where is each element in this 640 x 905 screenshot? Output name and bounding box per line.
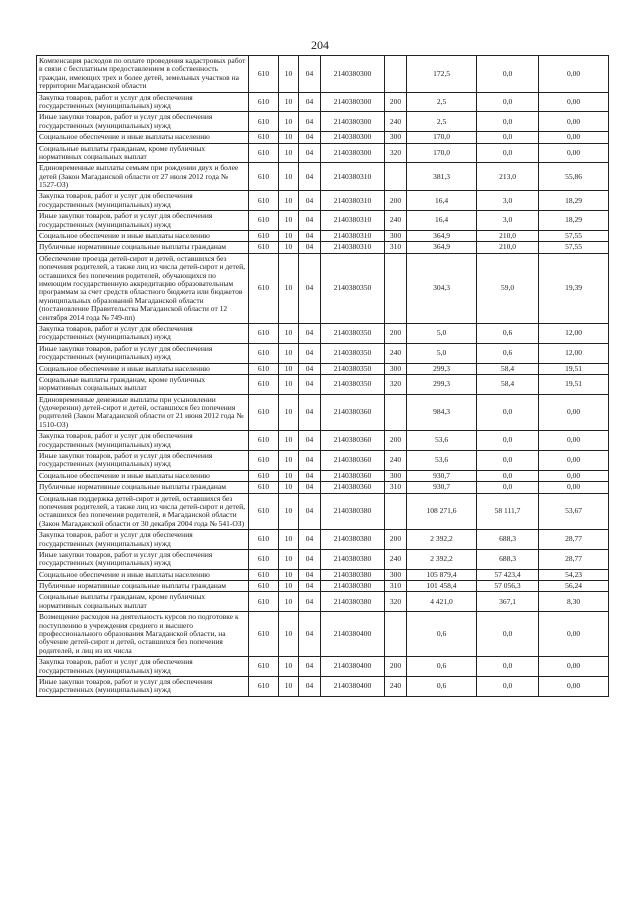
cell-executed-amount: 0,0 bbox=[477, 394, 539, 431]
cell-target-article: 2140380350 bbox=[321, 253, 385, 323]
table-row bbox=[37, 470, 609, 481]
cell-name: Социальные выплаты гражданам, кроме публичных нормативных социальных выплат bbox=[37, 374, 249, 394]
cell-ved: 610 bbox=[249, 211, 279, 231]
cell-section: 10 bbox=[279, 112, 299, 132]
cell-planned-amount: 2,5 bbox=[407, 92, 477, 112]
cell-name: Иные закупки товаров, работ и услуг для обеспечения государственных (муниципальных) нужд bbox=[37, 112, 249, 132]
table-row bbox=[37, 343, 609, 363]
cell-execution-percent: 0,00 bbox=[539, 482, 609, 493]
cell-name: Социальные выплаты гражданам, кроме публичных нормативных социальных выплат bbox=[37, 143, 249, 163]
cell-executed-amount: 59,0 bbox=[477, 253, 539, 323]
table-row bbox=[37, 374, 609, 394]
cell-planned-amount: 930,7 bbox=[407, 482, 477, 493]
cell-target-article: 2140380350 bbox=[321, 323, 385, 343]
cell-expense-type: 300 bbox=[385, 363, 407, 374]
table-row bbox=[37, 549, 609, 569]
cell-expense-type: 200 bbox=[385, 323, 407, 343]
cell-subsection: 04 bbox=[299, 92, 321, 112]
cell-section: 10 bbox=[279, 612, 299, 657]
cell-subsection: 04 bbox=[299, 549, 321, 569]
cell-execution-percent: 56,24 bbox=[539, 581, 609, 592]
cell-expense-type: 310 bbox=[385, 581, 407, 592]
cell-planned-amount: 984,3 bbox=[407, 394, 477, 431]
cell-expense-type bbox=[385, 612, 407, 657]
cell-section: 10 bbox=[279, 493, 299, 530]
cell-ved: 610 bbox=[249, 92, 279, 112]
table-row bbox=[37, 431, 609, 451]
cell-section: 10 bbox=[279, 592, 299, 612]
cell-target-article: 2140380360 bbox=[321, 431, 385, 451]
table-row bbox=[37, 253, 609, 323]
cell-planned-amount: 2 392,2 bbox=[407, 549, 477, 569]
cell-executed-amount: 688,3 bbox=[477, 530, 539, 550]
cell-ved: 610 bbox=[249, 231, 279, 242]
cell-name: Социальное обеспечение и иные выплаты населению bbox=[37, 132, 249, 143]
cell-section: 10 bbox=[279, 191, 299, 211]
cell-executed-amount: 0,0 bbox=[477, 431, 539, 451]
cell-planned-amount: 930,7 bbox=[407, 470, 477, 481]
cell-name: Иные закупки товаров, работ и услуг для обеспечения государственных (муниципальных) нужд bbox=[37, 343, 249, 363]
cell-expense-type: 240 bbox=[385, 112, 407, 132]
cell-executed-amount: 0,0 bbox=[477, 112, 539, 132]
cell-name: Единовременные выплаты семьям при рождении двух и более детей (Закон Магаданской области от 27 июля 2012 года № 1527-ОЗ) bbox=[37, 163, 249, 191]
cell-subsection: 04 bbox=[299, 323, 321, 343]
cell-subsection: 04 bbox=[299, 211, 321, 231]
cell-expense-type: 320 bbox=[385, 374, 407, 394]
cell-name: Публичные нормативные социальные выплаты гражданам bbox=[37, 482, 249, 493]
cell-name: Закупка товаров, работ и услуг для обеспечения государственных (муниципальных) нужд bbox=[37, 92, 249, 112]
cell-ved: 610 bbox=[249, 470, 279, 481]
cell-target-article: 2140380300 bbox=[321, 143, 385, 163]
cell-ved: 610 bbox=[249, 56, 279, 93]
cell-target-article: 2140380300 bbox=[321, 92, 385, 112]
cell-name: Публичные нормативные социальные выплаты гражданам bbox=[37, 581, 249, 592]
cell-executed-amount: 3,0 bbox=[477, 191, 539, 211]
cell-ved: 610 bbox=[249, 374, 279, 394]
cell-ved: 610 bbox=[249, 253, 279, 323]
cell-execution-percent: 0,00 bbox=[539, 470, 609, 481]
cell-executed-amount: 367,1 bbox=[477, 592, 539, 612]
cell-expense-type bbox=[385, 163, 407, 191]
table-row bbox=[37, 569, 609, 580]
cell-expense-type bbox=[385, 56, 407, 93]
cell-execution-percent: 0,00 bbox=[539, 657, 609, 677]
cell-section: 10 bbox=[279, 363, 299, 374]
cell-subsection: 04 bbox=[299, 253, 321, 323]
cell-execution-percent: 0,00 bbox=[539, 394, 609, 431]
cell-executed-amount: 58 111,7 bbox=[477, 493, 539, 530]
cell-target-article: 2140380360 bbox=[321, 470, 385, 481]
cell-expense-type: 300 bbox=[385, 231, 407, 242]
cell-section: 10 bbox=[279, 231, 299, 242]
cell-subsection: 04 bbox=[299, 657, 321, 677]
cell-executed-amount: 3,0 bbox=[477, 211, 539, 231]
table-row bbox=[37, 163, 609, 191]
cell-subsection: 04 bbox=[299, 132, 321, 143]
table-row bbox=[37, 242, 609, 253]
cell-target-article: 2140380310 bbox=[321, 242, 385, 253]
cell-executed-amount: 58,4 bbox=[477, 363, 539, 374]
cell-section: 10 bbox=[279, 470, 299, 481]
cell-execution-percent: 53,67 bbox=[539, 493, 609, 530]
cell-planned-amount: 16,4 bbox=[407, 211, 477, 231]
cell-expense-type bbox=[385, 394, 407, 431]
table-row bbox=[37, 394, 609, 431]
cell-subsection: 04 bbox=[299, 581, 321, 592]
cell-executed-amount: 57 056,3 bbox=[477, 581, 539, 592]
cell-section: 10 bbox=[279, 677, 299, 697]
cell-executed-amount: 210,0 bbox=[477, 231, 539, 242]
cell-subsection: 04 bbox=[299, 530, 321, 550]
cell-target-article: 2140380360 bbox=[321, 394, 385, 431]
cell-section: 10 bbox=[279, 482, 299, 493]
cell-ved: 610 bbox=[249, 592, 279, 612]
cell-execution-percent: 12,00 bbox=[539, 343, 609, 363]
table-row bbox=[37, 143, 609, 163]
cell-expense-type bbox=[385, 253, 407, 323]
table-row bbox=[37, 482, 609, 493]
cell-planned-amount: 364,9 bbox=[407, 242, 477, 253]
cell-expense-type: 310 bbox=[385, 242, 407, 253]
cell-planned-amount: 0,6 bbox=[407, 612, 477, 657]
cell-subsection: 04 bbox=[299, 56, 321, 93]
cell-subsection: 04 bbox=[299, 143, 321, 163]
cell-target-article: 2140380380 bbox=[321, 592, 385, 612]
cell-target-article: 2140380310 bbox=[321, 231, 385, 242]
cell-ved: 610 bbox=[249, 451, 279, 471]
cell-executed-amount: 213,0 bbox=[477, 163, 539, 191]
cell-subsection: 04 bbox=[299, 569, 321, 580]
cell-section: 10 bbox=[279, 132, 299, 143]
cell-name: Социальные выплаты гражданам, кроме публичных нормативных социальных выплат bbox=[37, 592, 249, 612]
cell-target-article: 2140380310 bbox=[321, 211, 385, 231]
cell-name: Публичные нормативные социальные выплаты гражданам bbox=[37, 242, 249, 253]
cell-ved: 610 bbox=[249, 493, 279, 530]
cell-ved: 610 bbox=[249, 143, 279, 163]
cell-name: Иные закупки товаров, работ и услуг для обеспечения государственных (муниципальных) нужд bbox=[37, 211, 249, 231]
cell-subsection: 04 bbox=[299, 112, 321, 132]
cell-execution-percent: 0,00 bbox=[539, 143, 609, 163]
cell-planned-amount: 5,0 bbox=[407, 343, 477, 363]
cell-ved: 610 bbox=[249, 394, 279, 431]
cell-execution-percent: 18,29 bbox=[539, 191, 609, 211]
cell-planned-amount: 105 879,4 bbox=[407, 569, 477, 580]
cell-ved: 610 bbox=[249, 569, 279, 580]
cell-planned-amount: 0,6 bbox=[407, 677, 477, 697]
cell-execution-percent: 55,86 bbox=[539, 163, 609, 191]
cell-subsection: 04 bbox=[299, 394, 321, 431]
cell-expense-type: 300 bbox=[385, 569, 407, 580]
cell-target-article: 2140380380 bbox=[321, 569, 385, 580]
cell-planned-amount: 2,5 bbox=[407, 112, 477, 132]
cell-section: 10 bbox=[279, 143, 299, 163]
table-body bbox=[37, 56, 609, 697]
cell-executed-amount: 0,0 bbox=[477, 56, 539, 93]
cell-execution-percent: 0,00 bbox=[539, 677, 609, 697]
cell-executed-amount: 57 423,4 bbox=[477, 569, 539, 580]
cell-executed-amount: 0,0 bbox=[477, 482, 539, 493]
cell-expense-type: 200 bbox=[385, 191, 407, 211]
cell-target-article: 2140380350 bbox=[321, 343, 385, 363]
table-row bbox=[37, 581, 609, 592]
cell-section: 10 bbox=[279, 163, 299, 191]
cell-executed-amount: 0,0 bbox=[477, 657, 539, 677]
cell-planned-amount: 170,0 bbox=[407, 132, 477, 143]
cell-executed-amount: 0,0 bbox=[477, 132, 539, 143]
table-row bbox=[37, 612, 609, 657]
cell-ved: 610 bbox=[249, 323, 279, 343]
cell-target-article: 2140380350 bbox=[321, 363, 385, 374]
cell-subsection: 04 bbox=[299, 374, 321, 394]
cell-section: 10 bbox=[279, 211, 299, 231]
cell-subsection: 04 bbox=[299, 191, 321, 211]
cell-ved: 610 bbox=[249, 530, 279, 550]
cell-execution-percent: 0,00 bbox=[539, 451, 609, 471]
cell-planned-amount: 0,6 bbox=[407, 657, 477, 677]
table-row bbox=[37, 211, 609, 231]
cell-expense-type: 240 bbox=[385, 211, 407, 231]
cell-target-article: 2140380400 bbox=[321, 612, 385, 657]
cell-subsection: 04 bbox=[299, 231, 321, 242]
cell-execution-percent: 28,77 bbox=[539, 530, 609, 550]
table-row bbox=[37, 493, 609, 530]
cell-execution-percent: 54,23 bbox=[539, 569, 609, 580]
table-row bbox=[37, 112, 609, 132]
cell-planned-amount: 16,4 bbox=[407, 191, 477, 211]
cell-execution-percent: 8,30 bbox=[539, 592, 609, 612]
cell-expense-type: 300 bbox=[385, 132, 407, 143]
cell-expense-type: 310 bbox=[385, 482, 407, 493]
cell-name: Обеспечение проезда детей-сирот и детей, оставшихся без попечения родителей, а также лиц из числа детей-сирот и детей, оставшихся без попечения родителей, обучающихся по имеющим государственную аккредитацию образовательным программам за счет средств областного бюджета или бюджетов муниципальных образований Магаданской области (постановление Правительства Магаданской области от 12 сентября 2014 года № 749-пп) bbox=[37, 253, 249, 323]
cell-planned-amount: 53,6 bbox=[407, 431, 477, 451]
cell-executed-amount: 58,4 bbox=[477, 374, 539, 394]
cell-ved: 610 bbox=[249, 343, 279, 363]
cell-ved: 610 bbox=[249, 612, 279, 657]
cell-subsection: 04 bbox=[299, 363, 321, 374]
cell-section: 10 bbox=[279, 394, 299, 431]
cell-subsection: 04 bbox=[299, 493, 321, 530]
cell-execution-percent: 57,55 bbox=[539, 242, 609, 253]
table-row bbox=[37, 231, 609, 242]
table-row bbox=[37, 451, 609, 471]
cell-ved: 610 bbox=[249, 431, 279, 451]
cell-subsection: 04 bbox=[299, 451, 321, 471]
cell-ved: 610 bbox=[249, 363, 279, 374]
cell-subsection: 04 bbox=[299, 343, 321, 363]
cell-ved: 610 bbox=[249, 191, 279, 211]
cell-target-article: 2140380310 bbox=[321, 191, 385, 211]
cell-ved: 610 bbox=[249, 482, 279, 493]
cell-execution-percent: 0,00 bbox=[539, 56, 609, 93]
cell-execution-percent: 18,29 bbox=[539, 211, 609, 231]
cell-executed-amount: 0,0 bbox=[477, 677, 539, 697]
cell-name: Закупка товаров, работ и услуг для обеспечения государственных (муниципальных) нужд bbox=[37, 431, 249, 451]
cell-target-article: 2140380380 bbox=[321, 581, 385, 592]
cell-expense-type: 240 bbox=[385, 677, 407, 697]
cell-expense-type: 300 bbox=[385, 470, 407, 481]
cell-execution-percent: 28,77 bbox=[539, 549, 609, 569]
cell-name: Возмещение расходов на деятельность курсов по подготовке к поступлению в учреждения среднего и высшего профессионального образования Магаданской области, на обучение детей-сирот и детей, оставшихся без попечения родителей, и лиц из их числа bbox=[37, 612, 249, 657]
table-row bbox=[37, 56, 609, 93]
cell-section: 10 bbox=[279, 451, 299, 471]
cell-name: Социальное обеспечение и иные выплаты населению bbox=[37, 363, 249, 374]
cell-name: Закупка товаров, работ и услуг для обеспечения государственных (муниципальных) нужд bbox=[37, 657, 249, 677]
cell-section: 10 bbox=[279, 374, 299, 394]
cell-ved: 610 bbox=[249, 112, 279, 132]
cell-planned-amount: 4 421,0 bbox=[407, 592, 477, 612]
cell-planned-amount: 304,3 bbox=[407, 253, 477, 323]
cell-name: Закупка товаров, работ и услуг для обеспечения государственных (муниципальных) нужд bbox=[37, 191, 249, 211]
cell-target-article: 2140380300 bbox=[321, 132, 385, 143]
cell-expense-type: 240 bbox=[385, 549, 407, 569]
cell-executed-amount: 210,0 bbox=[477, 242, 539, 253]
cell-section: 10 bbox=[279, 253, 299, 323]
table-row bbox=[37, 592, 609, 612]
cell-name: Иные закупки товаров, работ и услуг для обеспечения государственных (муниципальных) нужд bbox=[37, 677, 249, 697]
cell-planned-amount: 381,3 bbox=[407, 163, 477, 191]
cell-name: Иные закупки товаров, работ и услуг для обеспечения государственных (муниципальных) нужд bbox=[37, 549, 249, 569]
cell-execution-percent: 0,00 bbox=[539, 132, 609, 143]
cell-planned-amount: 101 458,4 bbox=[407, 581, 477, 592]
cell-name: Единовременные денежные выплаты при усыновлении (удочерении) детей-сирот и детей, оставшихся без попечения родителей (Закон Магаданской области от 21 июня 2012 года № 1510-ОЗ) bbox=[37, 394, 249, 431]
cell-expense-type: 240 bbox=[385, 343, 407, 363]
cell-target-article: 2140380350 bbox=[321, 374, 385, 394]
cell-section: 10 bbox=[279, 323, 299, 343]
table-row bbox=[37, 191, 609, 211]
cell-planned-amount: 108 271,6 bbox=[407, 493, 477, 530]
table-row bbox=[37, 657, 609, 677]
cell-expense-type: 200 bbox=[385, 657, 407, 677]
cell-expense-type: 200 bbox=[385, 530, 407, 550]
cell-target-article: 2140380360 bbox=[321, 482, 385, 493]
table-row bbox=[37, 323, 609, 343]
cell-expense-type bbox=[385, 493, 407, 530]
budget-table bbox=[36, 55, 609, 697]
cell-name: Закупка товаров, работ и услуг для обеспечения государственных (муниципальных) нужд bbox=[37, 530, 249, 550]
cell-target-article: 2140380380 bbox=[321, 530, 385, 550]
cell-target-article: 2140380400 bbox=[321, 657, 385, 677]
cell-planned-amount: 53,6 bbox=[407, 451, 477, 471]
cell-planned-amount: 172,5 bbox=[407, 56, 477, 93]
cell-name: Закупка товаров, работ и услуг для обеспечения государственных (муниципальных) нужд bbox=[37, 323, 249, 343]
cell-execution-percent: 0,00 bbox=[539, 112, 609, 132]
cell-target-article: 2140380300 bbox=[321, 112, 385, 132]
cell-target-article: 2140380360 bbox=[321, 451, 385, 471]
cell-planned-amount: 299,3 bbox=[407, 363, 477, 374]
cell-name: Социальное обеспечение и иные выплаты населению bbox=[37, 231, 249, 242]
cell-execution-percent: 0,00 bbox=[539, 612, 609, 657]
cell-ved: 610 bbox=[249, 677, 279, 697]
cell-executed-amount: 0,0 bbox=[477, 451, 539, 471]
cell-execution-percent: 19,51 bbox=[539, 374, 609, 394]
cell-subsection: 04 bbox=[299, 242, 321, 253]
cell-section: 10 bbox=[279, 242, 299, 253]
cell-expense-type: 200 bbox=[385, 92, 407, 112]
cell-execution-percent: 0,00 bbox=[539, 431, 609, 451]
cell-execution-percent: 19,39 bbox=[539, 253, 609, 323]
cell-subsection: 04 bbox=[299, 482, 321, 493]
cell-section: 10 bbox=[279, 569, 299, 580]
cell-subsection: 04 bbox=[299, 612, 321, 657]
cell-section: 10 bbox=[279, 657, 299, 677]
cell-target-article: 2140380310 bbox=[321, 163, 385, 191]
cell-expense-type: 240 bbox=[385, 451, 407, 471]
cell-executed-amount: 0,6 bbox=[477, 323, 539, 343]
cell-ved: 610 bbox=[249, 242, 279, 253]
cell-planned-amount: 364,9 bbox=[407, 231, 477, 242]
cell-execution-percent: 19,51 bbox=[539, 363, 609, 374]
cell-ved: 610 bbox=[249, 657, 279, 677]
cell-planned-amount: 5,0 bbox=[407, 323, 477, 343]
cell-executed-amount: 0,6 bbox=[477, 343, 539, 363]
cell-name: Компенсация расходов по оплате проведения кадастровых работ в связи с бесплатным предоставлением в собственность граждан, имеющих трех и более детей, земельных участков на территории Магаданской области bbox=[37, 56, 249, 93]
cell-name: Социальное обеспечение и иные выплаты населению bbox=[37, 470, 249, 481]
cell-expense-type: 200 bbox=[385, 431, 407, 451]
cell-executed-amount: 0,0 bbox=[477, 143, 539, 163]
cell-expense-type: 320 bbox=[385, 143, 407, 163]
cell-ved: 610 bbox=[249, 132, 279, 143]
cell-execution-percent: 57,55 bbox=[539, 231, 609, 242]
cell-ved: 610 bbox=[249, 581, 279, 592]
cell-subsection: 04 bbox=[299, 677, 321, 697]
cell-subsection: 04 bbox=[299, 163, 321, 191]
table-row bbox=[37, 363, 609, 374]
cell-planned-amount: 2 392,2 bbox=[407, 530, 477, 550]
cell-section: 10 bbox=[279, 530, 299, 550]
cell-section: 10 bbox=[279, 92, 299, 112]
cell-section: 10 bbox=[279, 56, 299, 93]
table-row bbox=[37, 530, 609, 550]
cell-section: 10 bbox=[279, 549, 299, 569]
cell-section: 10 bbox=[279, 343, 299, 363]
cell-ved: 610 bbox=[249, 549, 279, 569]
cell-executed-amount: 0,0 bbox=[477, 470, 539, 481]
cell-subsection: 04 bbox=[299, 470, 321, 481]
cell-section: 10 bbox=[279, 431, 299, 451]
cell-name: Социальная поддержка детей-сирот и детей, оставшихся без попечения родителей, а также лиц из числа детей-сирот и детей, оставшихся без попечения родителей, в Магаданской области (Закон Магаданской области от 30 декабря 2004 года № 541-ОЗ) bbox=[37, 493, 249, 530]
cell-subsection: 04 bbox=[299, 592, 321, 612]
cell-section: 10 bbox=[279, 581, 299, 592]
table-row bbox=[37, 132, 609, 143]
cell-name: Иные закупки товаров, работ и услуг для обеспечения государственных (муниципальных) нужд bbox=[37, 451, 249, 471]
cell-name: Социальное обеспечение и иные выплаты населению bbox=[37, 569, 249, 580]
cell-executed-amount: 688,3 bbox=[477, 549, 539, 569]
cell-planned-amount: 170,0 bbox=[407, 143, 477, 163]
cell-execution-percent: 12,00 bbox=[539, 323, 609, 343]
cell-executed-amount: 0,0 bbox=[477, 612, 539, 657]
cell-expense-type: 320 bbox=[385, 592, 407, 612]
table-row bbox=[37, 92, 609, 112]
cell-planned-amount: 299,3 bbox=[407, 374, 477, 394]
cell-ved: 610 bbox=[249, 163, 279, 191]
cell-target-article: 2140380400 bbox=[321, 677, 385, 697]
cell-subsection: 04 bbox=[299, 431, 321, 451]
cell-target-article: 2140380380 bbox=[321, 493, 385, 530]
cell-target-article: 2140380300 bbox=[321, 56, 385, 93]
cell-target-article: 2140380380 bbox=[321, 549, 385, 569]
page-number: 204 bbox=[311, 38, 329, 52]
cell-execution-percent: 0,00 bbox=[539, 92, 609, 112]
table-row bbox=[37, 677, 609, 697]
cell-executed-amount: 0,0 bbox=[477, 92, 539, 112]
